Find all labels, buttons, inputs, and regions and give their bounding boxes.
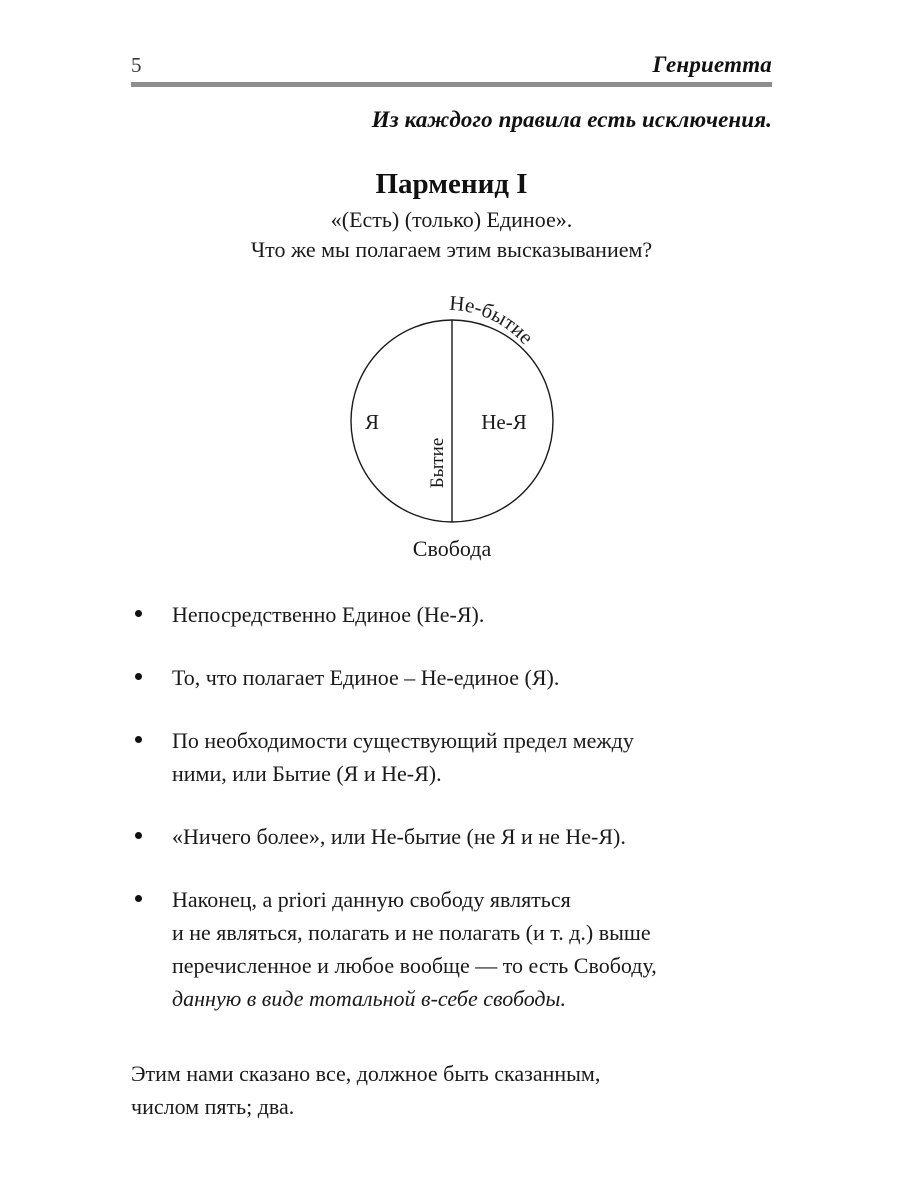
list-item xyxy=(131,724,791,790)
subtitle: «(Есть) (только) Единое». xyxy=(330,207,573,233)
closing-line-2: числом пять; два. xyxy=(131,1094,295,1119)
page-number: 5 xyxy=(131,53,142,77)
header-divider-rule xyxy=(131,82,772,87)
running-header xyxy=(131,42,772,76)
list-item-line: ними, или Бытие (Я и Не-Я). xyxy=(172,761,442,786)
running-title: Генриетта xyxy=(652,52,772,77)
bullet-dot-icon xyxy=(135,832,142,839)
title-block xyxy=(131,168,772,265)
question-line: Что же мы полагаем этим высказыванием? xyxy=(250,237,653,263)
list-item xyxy=(131,883,791,1015)
list-item-line: «Ничего более», или Не-бытие (не Я и не Не-Я). xyxy=(172,824,626,849)
diagram-right-label: Не-Я xyxy=(481,410,527,434)
bullet-dot-icon xyxy=(135,895,142,902)
bullet-dot-icon xyxy=(135,610,142,617)
closing-line-1: Этим нами сказано все, должное быть сказанным, xyxy=(131,1061,601,1086)
bullet-dot-icon xyxy=(135,736,142,743)
list-item xyxy=(131,598,791,631)
parmenides-circle-diagram xyxy=(295,282,610,572)
list-item-line: Наконец, a priori данную свободу являться xyxy=(172,887,571,912)
list-item-line: Непосредственно Единое (Не-Я). xyxy=(172,602,485,627)
closing-paragraph xyxy=(131,1057,791,1123)
list-item xyxy=(131,820,791,853)
diagram-left-label: Я xyxy=(364,410,380,434)
bullet-dot-icon xyxy=(135,673,142,680)
list-item-line: То, что полагает Единое – Не-единое (Я). xyxy=(172,665,560,690)
page-title: Парменид I xyxy=(375,168,528,200)
list-item-line: и не являться, полагать и не полагать (и т. д.) выше xyxy=(172,920,651,945)
diagram-below-label: Свобода xyxy=(412,536,492,561)
diagram-divider-label: Бытие xyxy=(427,437,448,489)
epigraph: Из каждого правила есть исключения. xyxy=(371,107,772,132)
list-item-line: По необходимости существующий предел между xyxy=(172,728,634,753)
list-item-line: данную в виде тотальной в-себе свободы. xyxy=(172,986,566,1011)
arc-label-text: Не-бытие xyxy=(448,290,539,349)
list-item-line: перечисленное и любое вообще — то есть Свободу, xyxy=(172,953,657,978)
bullet-list xyxy=(131,598,791,1015)
list-item xyxy=(131,661,791,694)
